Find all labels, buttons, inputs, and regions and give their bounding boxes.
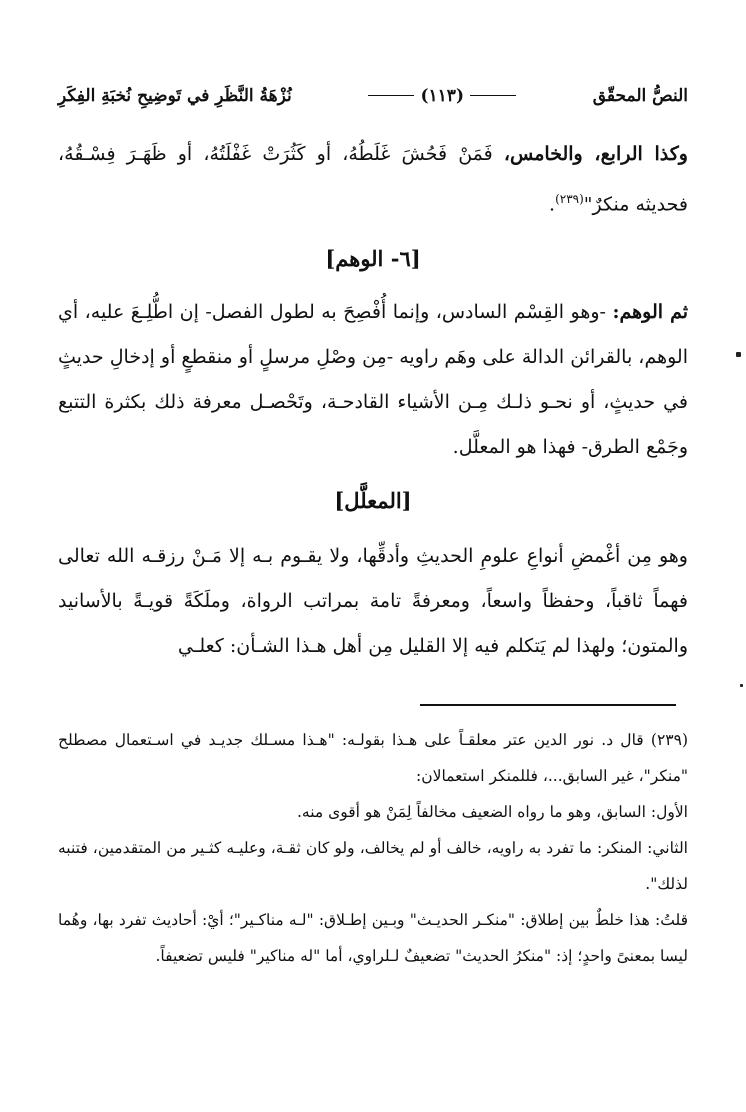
margin-mark (740, 684, 743, 687)
section-heading-wahm: [٦- الوهم] (325, 246, 421, 271)
footnote-paragraph-3: الثاني: المنكر: ما تفرد به راويه، خالف أو لم يخالف، ولو كان ثقـة، وعليـه كثـير من المتقدمين، فتنبه لذلك". (58, 839, 688, 893)
header-rule-right (470, 95, 516, 96)
intro-text: فَمَنْ فَحُشَ غَلَطُهُ، أو كَثُرَتْ غَفْلَتُهُ، أو ظَهَـرَ فِسْـقُهُ، فحديثه منكرٌ" (58, 143, 688, 216)
footnote-separator (420, 704, 676, 706)
header-rule-left (368, 95, 414, 96)
muallal-paragraph: وهو مِن أغْمضِ أنواعِ علومِ الحديثِ وأدقِّها، ولا يقـوم بـه إلا مَـنْ رزقـه الله تعالى فهماً ثاقباً، وحفظاً واسعاً، ومعرفةً تامة بمراتب الرواة، وملَكَةً قويـةً بالأسانيد والمتون؛ ولهذا لم يَتكلم فيه إلا القليل مِن أهل هـذا الشـأن: كعلـي (58, 545, 688, 657)
page-number: (١١٣) (420, 86, 464, 106)
intro-bold: وكذا الرابع، والخامس، (503, 143, 688, 165)
muallal-paragraph-block (58, 534, 688, 669)
intro-paragraph-block (58, 132, 688, 227)
footnote-ref: (٢٣٩) (555, 192, 584, 206)
intro-paragraph (58, 132, 688, 227)
section-heading-muallal: [المعلَّل] (334, 488, 412, 513)
header-right-title: النصُّ المحقّق (592, 86, 688, 106)
footnote-paragraph-4: قلتُ: هذا خلطٌ بين إطلاق: "منكـر الحديـث" وبـين إطـلاق: "لـه مناكـير"؛ أيْ: أحاديث تفرد بها، وهُما ليسا بمعنىً واحدٍ؛ إذ: "منكرُ الحديث" تضعيفٌ لـلراوي، أما "له مناكير" فليس تضعيفاً. (58, 911, 688, 965)
running-header (58, 86, 688, 106)
wahm-lead: ثم الوهم: (612, 301, 689, 323)
margin-mark (736, 352, 741, 357)
wahm-paragraph (58, 290, 688, 470)
header-center (368, 86, 516, 106)
intro-end: . (549, 193, 556, 216)
header-left-title: نُزْهَةُ النَّظَرِ في تَوضِيحِ نُخبَةِ الفِكَرِ (58, 86, 292, 106)
wahm-text: -وهو القِسْم السادس، وإنما أُفْصِحَ به لطول الفصل- إن اطُّلِـعَ عليه، أي الوهم، بالقرائن الدالة على وهَم راويه -مِن وصْلِ مرسلٍ أو منقطعٍ أو إدخالِ حديثٍ في حديثٍ، أو نحـو ذلـك مِـن الأشياء القادحـة، وتَحْصـل معرفة ذلك بكثرة التتبع وجَمْع الطرق- فهذا هو المعلَّل. (58, 301, 688, 458)
footnote-paragraph-2: الأول: السابق، وهو ما رواه الضعيف مخالفاً لِمَنْ هو أقوى منه. (296, 803, 688, 821)
footnote-paragraph-1: (٢٣٩) قال د. نور الدين عتر معلقـاً على هـذا بقولـه: "هـذا مسـلك جديـد في اسـتعمال مصطلح "منكر"، غير السابق...، فللمنكر استعمالان: (58, 731, 688, 785)
wahm-paragraph-block (58, 290, 688, 470)
